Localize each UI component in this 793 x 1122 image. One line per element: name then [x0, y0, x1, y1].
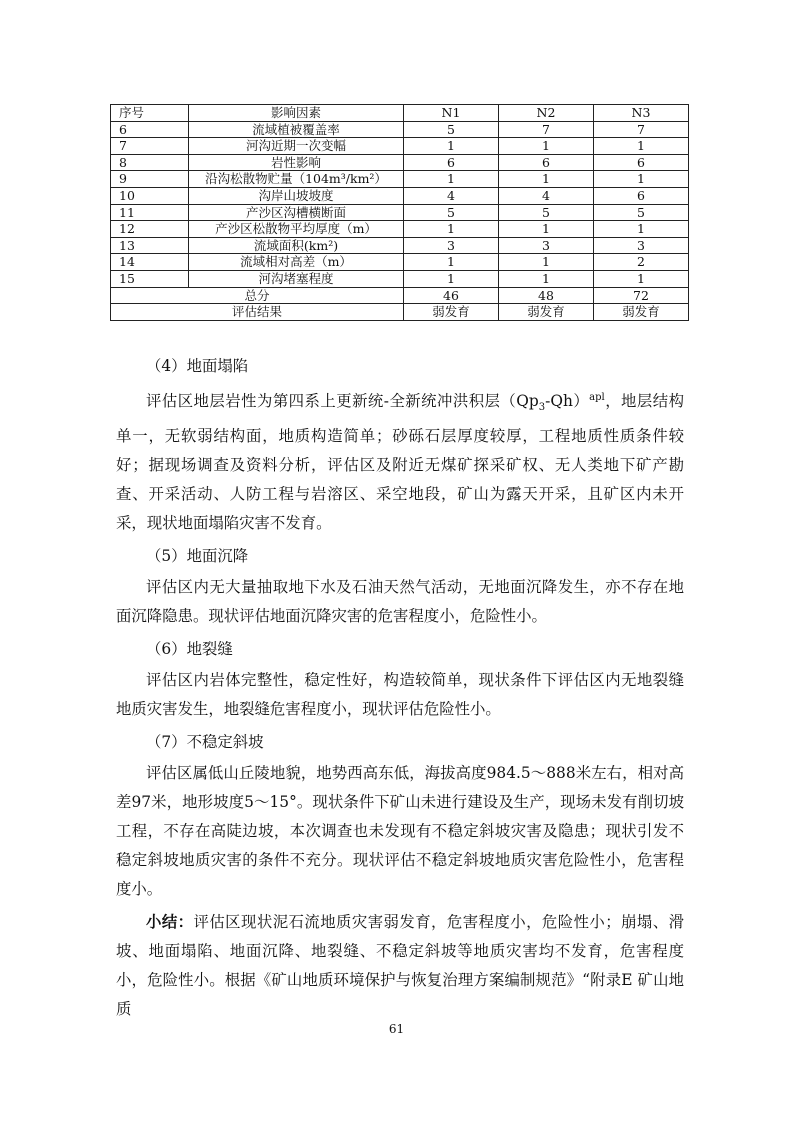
header-factor: 影响因素	[189, 105, 404, 122]
cell-n3: 1	[594, 171, 689, 188]
table-row	[111, 270, 689, 287]
cell-n2: 1	[499, 138, 594, 155]
cell-seq: 8	[111, 154, 189, 171]
cell-factor: 流域面积(km²)	[189, 237, 404, 254]
paragraph-summary	[116, 908, 684, 1024]
cell-n1: 3	[404, 237, 499, 254]
cell-n3: 3	[594, 237, 689, 254]
cell-factor: 产沙区松散物平均厚度（m）	[189, 221, 404, 238]
header-n2: N2	[499, 105, 594, 122]
header-n1: N1	[404, 105, 499, 122]
cell-n1: 1	[404, 254, 499, 271]
paragraph-unstable-slope: 评估区属低山丘陵地貌，地势西高东低，海拔高度984.5～888米左右，相对高差97米，地形坡度5～15°。现状条件下矿山未进行建设及生产，现场未发有削切坡工程，不存在高陡边坡，本次调查也未发现有不稳定斜坡灾害及隐患；现状引发不稳定斜坡地质灾害的条件不充分。现状评估不稳定斜坡地质灾害危险性小，危害程度小。	[116, 764, 684, 899]
table-row	[111, 187, 689, 204]
total-n1: 46	[404, 287, 499, 304]
cell-n1: 1	[404, 270, 499, 287]
cell-n3: 1	[594, 270, 689, 287]
page-number: 61	[388, 1022, 405, 1036]
text-run: 评估区地层岩性为第四系上更新统-全新统冲洪积层（Qp	[146, 392, 539, 411]
cell-n2: 1	[499, 221, 594, 238]
cell-n3: 1	[594, 138, 689, 155]
table-row	[111, 237, 689, 254]
subscript: 3	[538, 402, 546, 414]
result-n3: 弱发育	[594, 304, 689, 321]
total-n2: 48	[499, 287, 594, 304]
cell-factor: 产沙区沟槽横断面	[189, 204, 404, 221]
cell-n2: 3	[499, 237, 594, 254]
table-row	[111, 221, 689, 238]
table-result-row	[111, 304, 689, 321]
header-n3: N3	[594, 105, 689, 122]
cell-seq: 11	[111, 204, 189, 221]
section-heading-unstable-slope: （7）不稳定斜坡	[146, 733, 264, 752]
superscript: apl	[589, 392, 605, 403]
total-label: 总分	[111, 287, 404, 304]
cell-factor: 沟岸山坡坡度	[189, 187, 404, 204]
header-seq: 序号	[111, 105, 189, 122]
cell-n1: 6	[404, 154, 499, 171]
table-row	[111, 154, 689, 171]
cell-n1: 5	[404, 204, 499, 221]
section-heading-ground-fissure: （6）地裂缝	[146, 640, 233, 659]
cell-seq: 15	[111, 270, 189, 287]
cell-seq: 10	[111, 187, 189, 204]
text-run: -Qh）	[545, 392, 590, 411]
result-label: 评估结果	[111, 304, 404, 321]
cell-n1: 4	[404, 187, 499, 204]
cell-n1: 1	[404, 221, 499, 238]
cell-factor: 河沟堵塞程度	[189, 270, 404, 287]
cell-factor: 沿沟松散物贮量（104m³/km²）	[189, 171, 404, 188]
cell-seq: 12	[111, 221, 189, 238]
cell-n3: 1	[594, 221, 689, 238]
cell-n1: 1	[404, 171, 499, 188]
cell-n3: 7	[594, 121, 689, 138]
cell-factor: 流域相对高差（m）	[189, 254, 404, 271]
debris-flow-factor-table	[110, 104, 689, 321]
cell-factor: 流域植被覆盖率	[189, 121, 404, 138]
section-heading-ground-collapse: （4）地面塌陷	[146, 357, 249, 375]
table-row	[111, 138, 689, 155]
cell-n1: 1	[404, 138, 499, 155]
cell-n2: 6	[499, 154, 594, 171]
cell-seq: 14	[111, 254, 189, 271]
result-n1: 弱发育	[404, 304, 499, 321]
cell-n2: 4	[499, 187, 594, 204]
cell-n3: 5	[594, 204, 689, 221]
paragraph-ground-collapse	[116, 383, 684, 538]
section-heading-ground-subsidence: （5）地面沉降	[146, 547, 249, 566]
table-total-row	[111, 287, 689, 304]
cell-seq: 6	[111, 121, 189, 138]
text-run: ，地层结构单一，无软弱结构面，地质构造简单；砂砾石层厚度较厚，工程地质性质条件较好；据现场调查及资料分析，评估区及附近无煤矿探采矿权、无人类地下矿产勘查、开采活动、人防工程与岩溶区、采空地段，矿山为露天开采，且矿区内未开采，现状地面塌陷灾害不发育。	[116, 392, 684, 533]
cell-seq: 9	[111, 171, 189, 188]
cell-factor: 河沟近期一次变幅	[189, 138, 404, 155]
cell-n2: 1	[499, 254, 594, 271]
paragraph-ground-fissure: 评估区内岩体完整性，稳定性好，构造较简单，现状条件下评估区内无地裂缝地质灾害发生，地裂缝危害程度小，现状评估危险性小。	[116, 671, 684, 719]
cell-n3: 2	[594, 254, 689, 271]
cell-n3: 6	[594, 154, 689, 171]
result-n2: 弱发育	[499, 304, 594, 321]
table-header-row	[111, 105, 689, 122]
total-n3: 72	[594, 287, 689, 304]
cell-factor: 岩性影响	[189, 154, 404, 171]
cell-n2: 5	[499, 204, 594, 221]
cell-n2: 1	[499, 171, 594, 188]
cell-n2: 7	[499, 121, 594, 138]
table-row	[111, 254, 689, 271]
summary-text: 评估区现状泥石流地质灾害弱发育，危害程度小，危险性小；崩塌、滑坡、地面塌陷、地面沉降、地裂缝、不稳定斜坡等地质灾害均不发育，危害程度小，危险性小。根据《矿山地质环境保护与恢复治理方案编制规范》“附录E 矿山地质	[116, 913, 684, 1019]
cell-seq: 13	[111, 237, 189, 254]
paragraph-ground-subsidence: 评估区内无大量抽取地下水及石油天然气活动，无地面沉降发生，亦不存在地面沉降隐患。现状评估地面沉降灾害的危害程度小，危险性小。	[116, 578, 684, 626]
cell-n1: 5	[404, 121, 499, 138]
table-row	[111, 204, 689, 221]
body-text	[116, 352, 684, 1024]
cell-n3: 6	[594, 187, 689, 204]
table-row	[111, 171, 689, 188]
cell-seq: 7	[111, 138, 189, 155]
table-row	[111, 121, 689, 138]
summary-label: 小结：	[146, 913, 194, 932]
cell-n2: 1	[499, 270, 594, 287]
